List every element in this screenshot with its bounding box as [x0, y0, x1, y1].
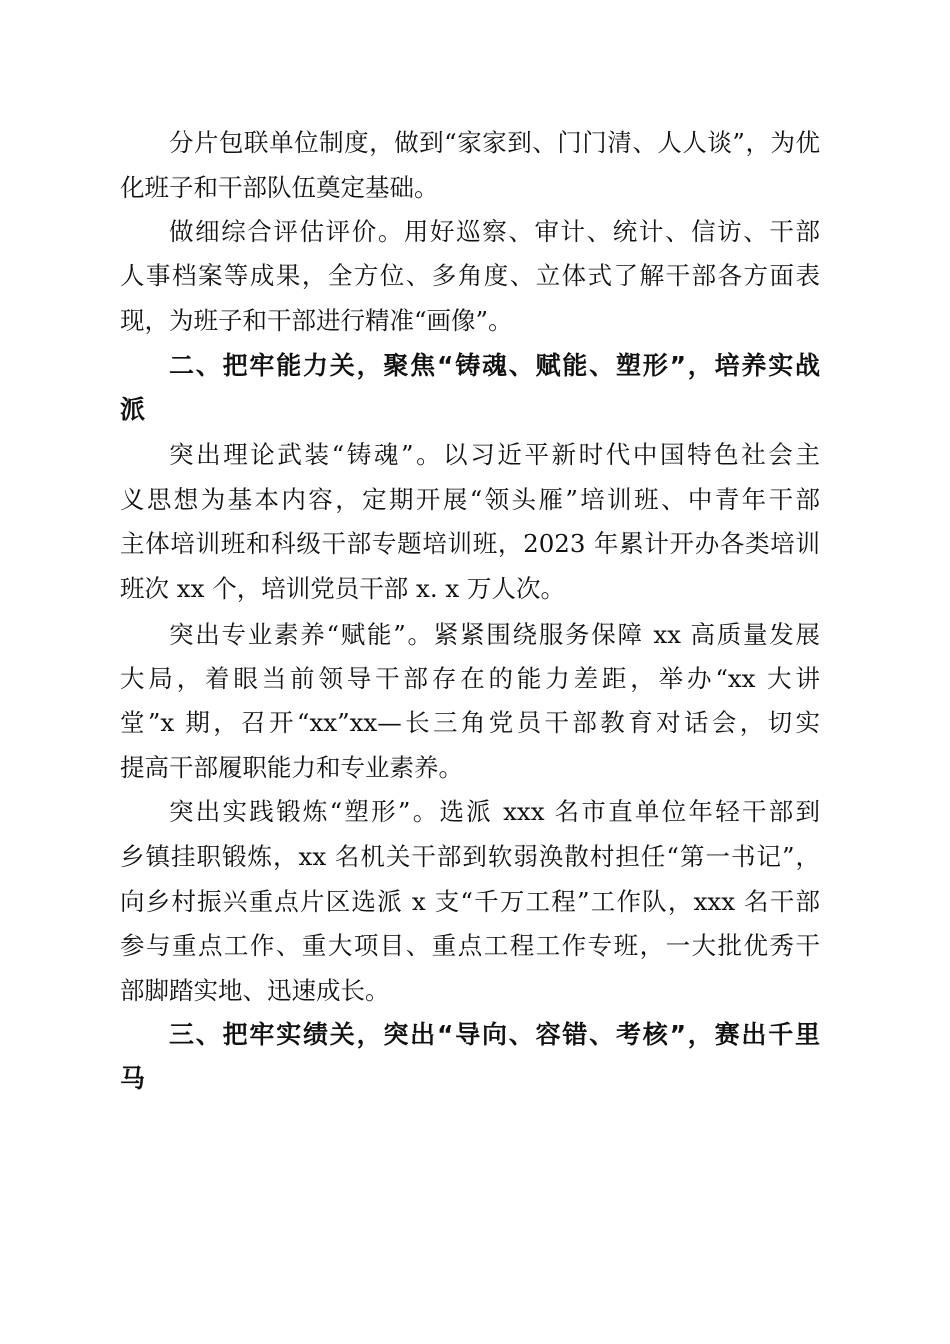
paragraph-line: 堂”x 期，召开“xx”xx—长三角党员干部教育对话会，切实	[120, 708, 820, 737]
section-heading-line: 派	[120, 395, 146, 424]
paragraph-line: 向乡村振兴重点片区选派 x 支“千万工程”工作队，xxx 名干部	[120, 887, 820, 916]
paragraph-line: 人事档案等成果，全方位、多角度、立体式了解干部各方面表	[120, 261, 820, 290]
section-heading-line: 马	[120, 1064, 146, 1093]
paragraph-line: 大局，着眼当前领导干部存在的能力差距，举办“xx 大讲	[120, 664, 820, 693]
paragraph-line: 提高干部履职能力和专业素养。	[120, 753, 463, 782]
paragraph-line: 现，为班子和干部进行精准“画像”。	[120, 306, 513, 335]
section-heading-line: 三、把牢实绩关，突出“导向、容错、考核”，赛出千里	[169, 1020, 820, 1049]
paragraph-line: 分片包联单位制度，做到“家家到、门门清、人人谈”，为优	[169, 128, 820, 157]
paragraph-line: 突出专业素养“赋能”。紧紧围绕服务保障 xx 高质量发展	[169, 620, 820, 649]
paragraph-line: 做细综合评估评价。用好巡察、审计、统计、信访、干部	[169, 217, 820, 246]
paragraph-line: 乡镇挂职锻炼，xx 名机关干部到软弱涣散村担任“第一书记”，	[120, 842, 820, 871]
paragraph-line: 突出理论武装“铸魂”。以习近平新时代中国特色社会主	[169, 440, 820, 469]
paragraph-line: 部脚踏实地、迅速成长。	[120, 976, 390, 1005]
paragraph-line: 化班子和干部队伍奠定基础。	[120, 173, 439, 202]
paragraph-line: 主体培训班和科级干部专题培训班，2023 年累计开办各类培训	[120, 529, 820, 558]
paragraph-line: 班次 xx 个，培训党员干部 x. x 万人次。	[120, 574, 565, 603]
paragraph-line: 参与重点工作、重大项目、重点工程工作专班，一大批优秀干	[120, 931, 820, 960]
paragraph-line: 突出实践锻炼“塑形”。选派 xxx 名市直单位年轻干部到	[169, 797, 820, 826]
section-heading-line: 二、把牢能力关，聚焦“铸魂、赋能、塑形”，培养实战	[169, 351, 820, 380]
paragraph-line: 义思想为基本内容，定期开展“领头雁”培训班、中青年干部	[120, 485, 820, 514]
